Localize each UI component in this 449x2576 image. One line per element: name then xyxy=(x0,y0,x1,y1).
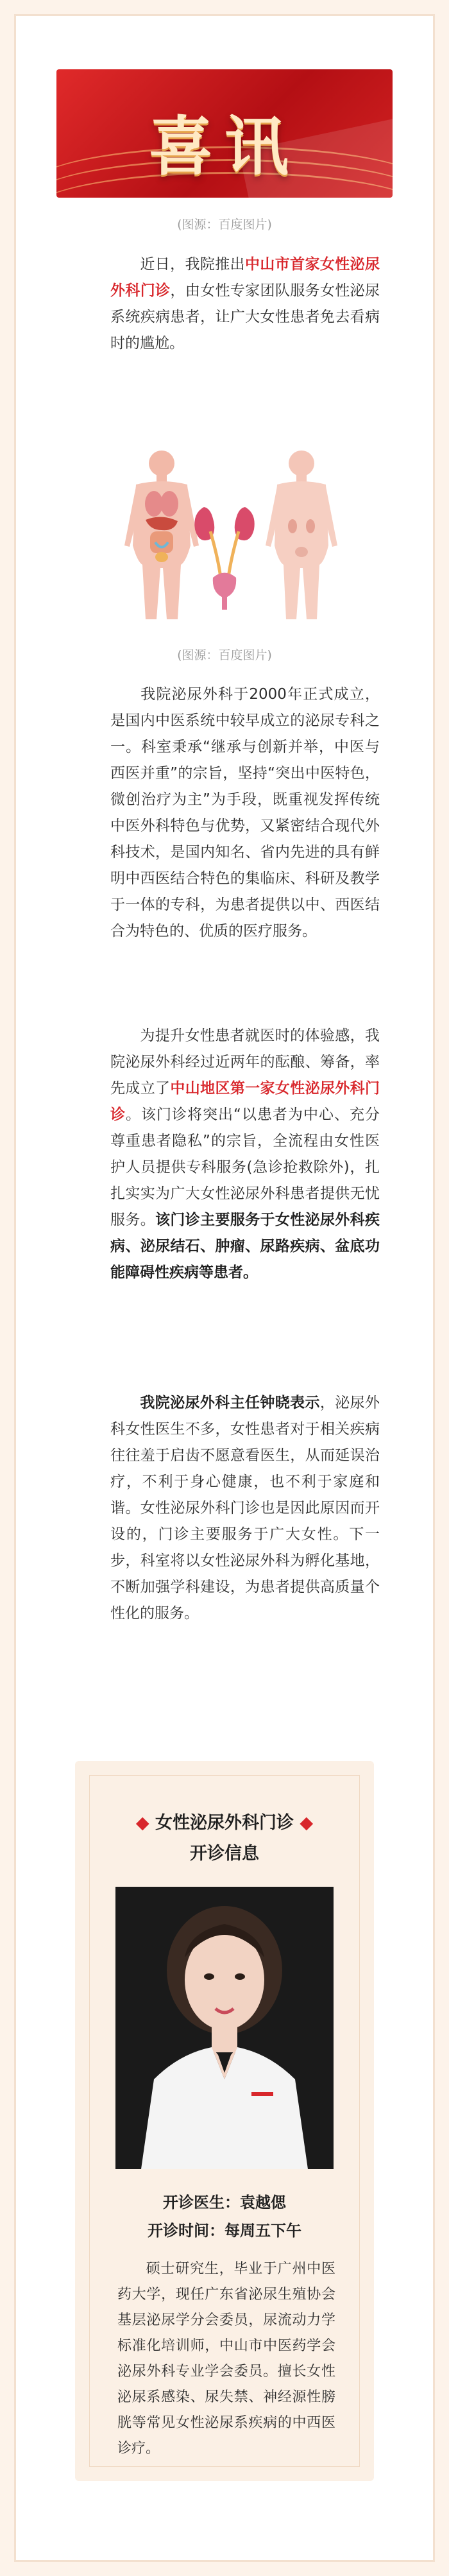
history-paragraph: 我院泌尿外科于2000年正式成立，是国内中医系统中较早成立的泌尿专科之一。科室秉承“继承与创新并举，中医与西医并重”的宗旨，坚持“突出中医特色，微创治疗为主”为手段，既重视发挥传统中医外科特色与优势，又紧密结合现代外科技术，是国内知名、省内先进的具有鲜明中西医结合特色的集临床、科研及教学于一体的专科，为患者提供以中、西医结合为特色的、优质的医疗服务。 xyxy=(110,686,380,940)
highlight-first-clinic: 中山市首家女性泌尿外科门诊 xyxy=(110,256,380,299)
doctor-name: 开诊医生：袁越偲 xyxy=(163,2194,286,2211)
banner-title: 喜讯 xyxy=(149,108,300,184)
clinic-paragraph: 为提升女性患者就医时的体验感，我院泌尿外科经过近两年的酝酿、筹备，率先成立了中山地区第一家女性泌尿外科门诊。该门诊将突出“以患者为中心、充分尊重患者隐私”的宗旨，全流程由女性医护人员提供专科服务(急诊抢救除外)，扎扎实实为广大女性泌尿外科患者提供无忧服务。该门诊主要服务于女性泌尿外科疾病、泌尿结石、肿瘤、尿路疾病、盆底功能障碍性疾病等患者。 xyxy=(110,1027,380,1281)
urinary-system-figure xyxy=(186,449,263,623)
clinic-info-card xyxy=(75,1761,374,2481)
card-title-clinic: ◆ 女性泌尿外科门诊 ◆ xyxy=(135,1813,314,1833)
image-caption-2: (图源：百度图片) xyxy=(177,648,272,662)
card-title-info: 开诊信息 xyxy=(190,1844,259,1864)
director-name: 我院泌尿外科主任钟晓表示 xyxy=(140,1395,320,1411)
doctor-photo xyxy=(115,1887,334,2169)
news-banner xyxy=(56,69,393,198)
doctor-bio: 硕士研究生，毕业于广州中医药大学，现任广东省泌尿生殖协会基层泌尿学分会委员，尿流动力学标准化培训师，中山市中医药学会泌尿外科专业学会委员。擅长女性泌尿系感染、尿失禁、神经源性膀胱等常见女性泌尿系疾病的中西医诊疗。 xyxy=(117,2261,335,2457)
image-caption-1: (图源：百度图片) xyxy=(177,218,272,232)
service-scope-text: 该门诊主要服务于女性泌尿外科疾病、泌尿结石、肿瘤、尿路疾病、盆底功能障碍性疾病等患者。 xyxy=(110,1212,380,1281)
body-silhouette-figure xyxy=(257,449,346,623)
clinic-time: 开诊时间：每周五下午 xyxy=(148,2222,301,2240)
director-paragraph: 我院泌尿外科主任钟晓表示，泌尿外科女性医生不多，女性患者对于相关疾病往往羞于启齿不愿意看医生，从而延误治疗，不利于身心健康，也不利于家庭和谐。女性泌尿外科门诊也是因此原因而开设的，门诊主要服务于广大女性。下一步，科室将以女性泌尿外科为孵化基地，不断加强学科建设，为患者提供高质量个性化的服务。 xyxy=(110,1395,380,1622)
highlight-first-regional-clinic: 中山地区第一家女性泌尿外科门诊 xyxy=(110,1080,380,1123)
intro-paragraph: 近日，我院推出中山市首家女性泌尿外科门诊，由女性专家团队服务女性泌尿系统疾病患者，让广大女性患者免去看病时的尴尬。 xyxy=(110,256,380,352)
